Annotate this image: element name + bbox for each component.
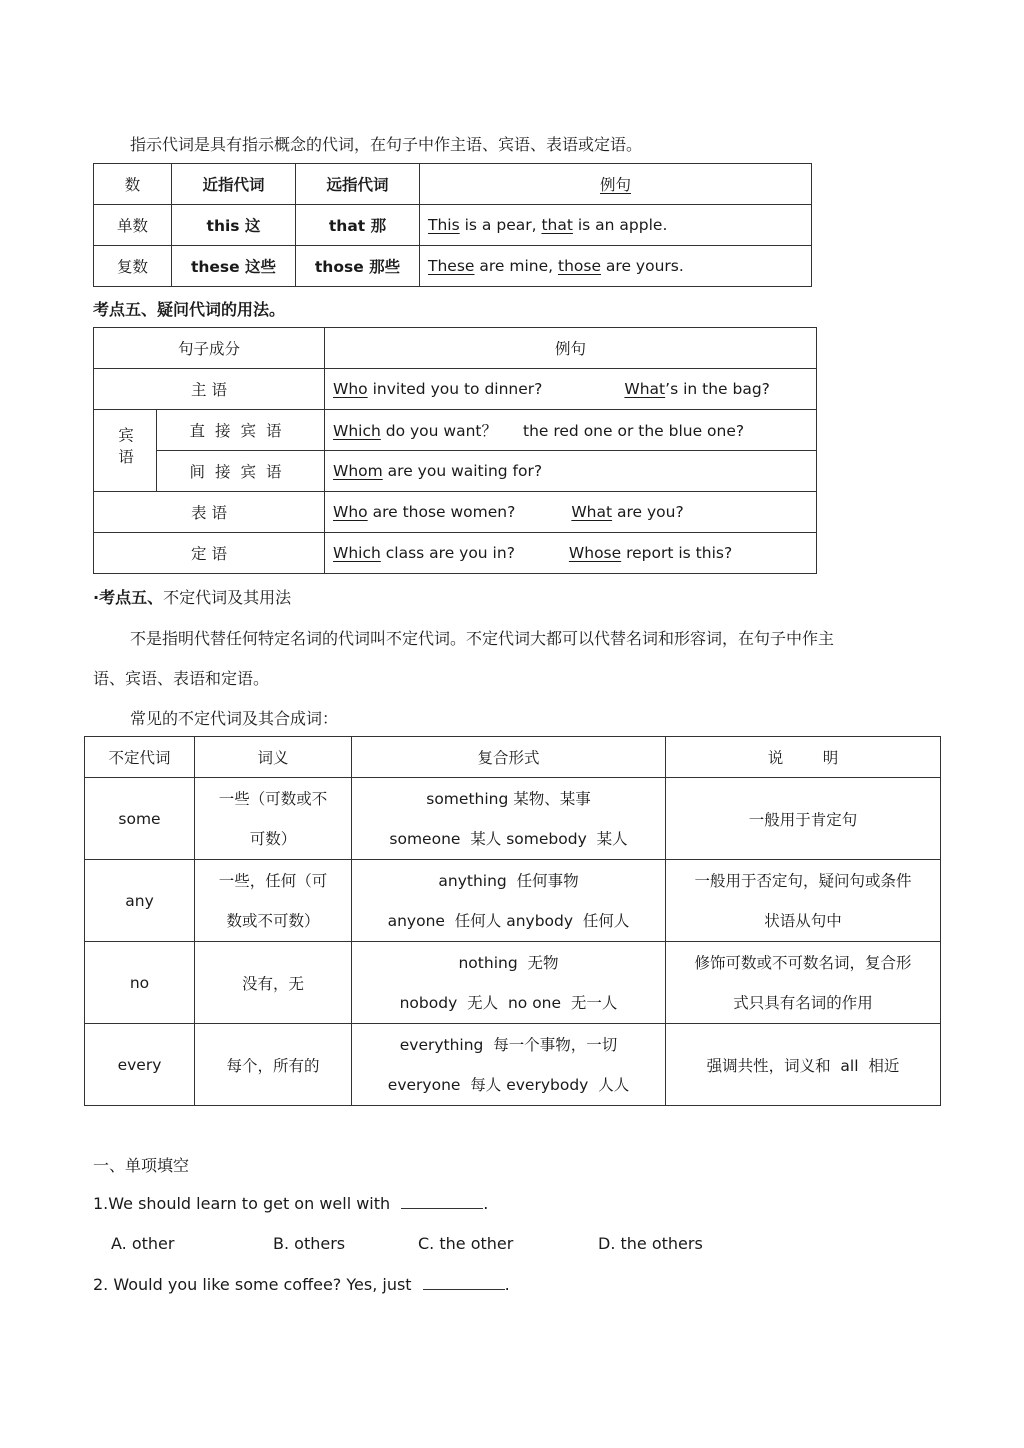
example-direct-object: Which do you want？ the red one or the blue one?	[325, 410, 817, 451]
table-row	[85, 860, 941, 942]
table-row	[94, 369, 817, 410]
header-near: 近指代词	[172, 164, 296, 205]
indefinite-subheading: 常见的不定代词及其合成词：	[130, 709, 339, 728]
example-attributive: Which class are you in? Whose report is this?	[325, 533, 817, 574]
table-row	[85, 778, 941, 860]
header-example: 例句	[325, 328, 817, 369]
option-a[interactable]: A. other	[111, 1234, 175, 1253]
example-predicative: Who are those women? What are you?	[325, 492, 817, 533]
cell-meaning: 没有，无	[195, 942, 352, 1024]
option-d[interactable]: D. the others	[598, 1234, 703, 1253]
cell-note: 修饰可数或不可数名词，复合形 式只具有名词的作用	[666, 942, 941, 1024]
cell-far: those 那些	[296, 246, 420, 287]
exercise-heading: 一、单项填空	[93, 1156, 190, 1175]
cell-far: that 那	[296, 205, 420, 246]
indefinite-paragraph-line-1: 不是指明代替任何特定名词的代词叫不定代词。不定代词大都可以代替名词和形容词，在句子中作主	[130, 629, 835, 648]
table-row	[85, 942, 941, 1024]
header-meaning: 词义	[195, 737, 352, 778]
table-row	[94, 533, 817, 574]
example-indirect-object: Whom are you waiting for?	[325, 451, 817, 492]
table-row	[85, 1024, 941, 1106]
cell-number: 单数	[94, 205, 172, 246]
section-indefinite-heading: ·考点五、不定代词及其用法	[93, 588, 292, 607]
label-subject: 主 语	[94, 369, 325, 410]
question-1-stem: 1.We should learn to get on well with	[93, 1194, 391, 1213]
cell-compound: something 某物、某事 someone 某人 somebody 某人	[352, 778, 666, 860]
cell-number: 复数	[94, 246, 172, 287]
header-example: 例句	[420, 164, 812, 205]
cell-note: 强调共性，词义和 all 相近	[666, 1024, 941, 1106]
interrogative-table	[93, 327, 817, 574]
question-1: 1.We should learn to get on well with .	[93, 1194, 489, 1213]
example-subject: Who invited you to dinner? What’s in the bag?	[325, 369, 817, 410]
label-predicative: 表 语	[94, 492, 325, 533]
demonstrative-table	[93, 163, 812, 287]
table-row	[94, 492, 817, 533]
header-pronoun: 不定代词	[85, 737, 195, 778]
cell-compound: anything 任何事物 anyone 任何人 anybody 任何人	[352, 860, 666, 942]
option-b[interactable]: B. others	[273, 1234, 346, 1253]
question-2: 2. Would you like some coffee? Yes, just .	[93, 1275, 510, 1294]
label-indirect-object: 间接宾语	[157, 451, 325, 492]
intro-line: 指示代词是具有指示概念的代词，在句子中作主语、宾语、表语或定语。	[130, 135, 643, 154]
header-compound: 复合形式	[352, 737, 666, 778]
cell-example: These are mine, those are yours.	[420, 246, 812, 287]
header-far: 远指代词	[296, 164, 420, 205]
table-row	[94, 246, 812, 287]
cell-note: 一般用于肯定句	[666, 778, 941, 860]
cell-word: no	[85, 942, 195, 1024]
cell-word: some	[85, 778, 195, 860]
section-interrogative-heading: 考点五、疑问代词的用法。	[93, 300, 286, 319]
label-attributive: 定 语	[94, 533, 325, 574]
table-row	[94, 451, 817, 492]
cell-meaning: 一些，任何（可 数或不可数）	[195, 860, 352, 942]
table-row	[94, 410, 817, 451]
cell-compound: everything 每一个事物，一切 everyone 每人 everybody 人人	[352, 1024, 666, 1106]
cell-word: every	[85, 1024, 195, 1106]
header-component: 句子成分	[94, 328, 325, 369]
cell-meaning: 每个，所有的	[195, 1024, 352, 1106]
option-c[interactable]: C. the other	[418, 1234, 514, 1253]
answer-blank[interactable]	[423, 1275, 505, 1290]
table-row	[94, 205, 812, 246]
cell-example: This is a pear, that is an apple.	[420, 205, 812, 246]
cell-word: any	[85, 860, 195, 942]
header-number: 数	[94, 164, 172, 205]
cell-note: 一般用于否定句，疑问句或条件 状语从句中	[666, 860, 941, 942]
question-2-stem: 2. Would you like some coffee? Yes, just	[93, 1275, 412, 1294]
header-note: 说 明	[666, 737, 941, 778]
answer-blank[interactable]	[401, 1194, 483, 1209]
cell-near: this 这	[172, 205, 296, 246]
indefinite-table	[84, 736, 941, 1106]
cell-meaning: 一些（可数或不 可数）	[195, 778, 352, 860]
label-object-group: 宾语	[94, 410, 157, 492]
cell-near: these 这些	[172, 246, 296, 287]
indefinite-paragraph-line-2: 语、宾语、表语和定语。	[93, 669, 270, 688]
label-direct-object: 直接宾语	[157, 410, 325, 451]
cell-compound: nothing 无物 nobody 无人 no one 无一人	[352, 942, 666, 1024]
